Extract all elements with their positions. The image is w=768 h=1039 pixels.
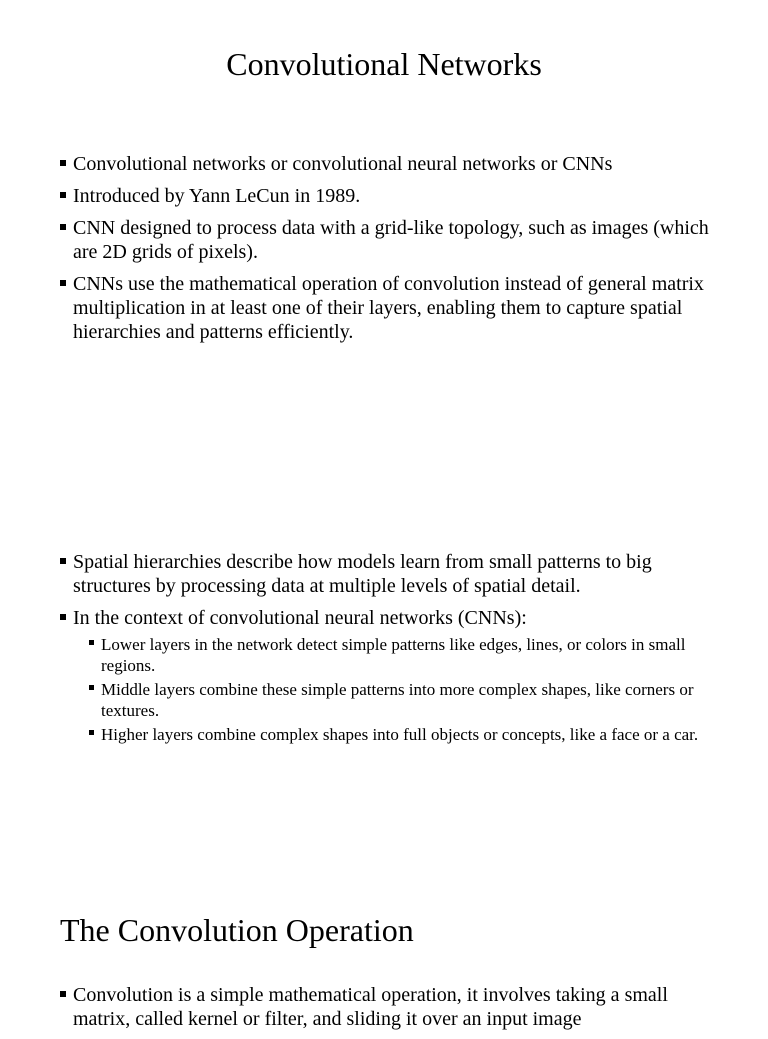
bullet-item: CNNs use the mathematical operation of convolution instead of general matrix multiplication in at least one of their layers, enabling them to capture spatial hierarchies and patterns efficiently. <box>59 272 709 344</box>
bullet-item: Introduced by Yann LeCun in 1989. <box>59 184 709 208</box>
bullet-item: Convolution is a simple mathematical operation, it involves taking a small matrix, called kernel or filter, and sliding it over an input image <box>59 983 709 1031</box>
bullet-item: Spatial hierarchies describe how models learn from small patterns to big structures by processing data at multiple levels of spatial detail. <box>59 550 709 598</box>
bullet-text: In the context of convolutional neural networks (CNNs): <box>73 607 527 629</box>
bullet-item: CNN designed to process data with a grid-like topology, such as images (which are 2D grids of pixels). <box>59 216 709 264</box>
section-title: The Convolution Operation <box>60 912 414 948</box>
sub-bullet-item: Higher layers combine complex shapes into full objects or concepts, like a face or a car. <box>87 724 709 745</box>
bullet-item <box>59 606 709 745</box>
sub-bullet-item: Middle layers combine these simple patterns into more complex shapes, like corners or textures. <box>87 679 709 721</box>
bullet-list <box>59 152 709 352</box>
bullet-list <box>59 983 709 1039</box>
bullet-list <box>59 550 709 753</box>
slide-title: Convolutional Networks <box>226 46 542 82</box>
sub-bullet-item: Lower layers in the network detect simple patterns like edges, lines, or colors in small regions. <box>87 634 709 676</box>
sub-bullet-list <box>73 634 709 745</box>
bullet-item: Convolutional networks or convolutional neural networks or CNNs <box>59 152 709 176</box>
